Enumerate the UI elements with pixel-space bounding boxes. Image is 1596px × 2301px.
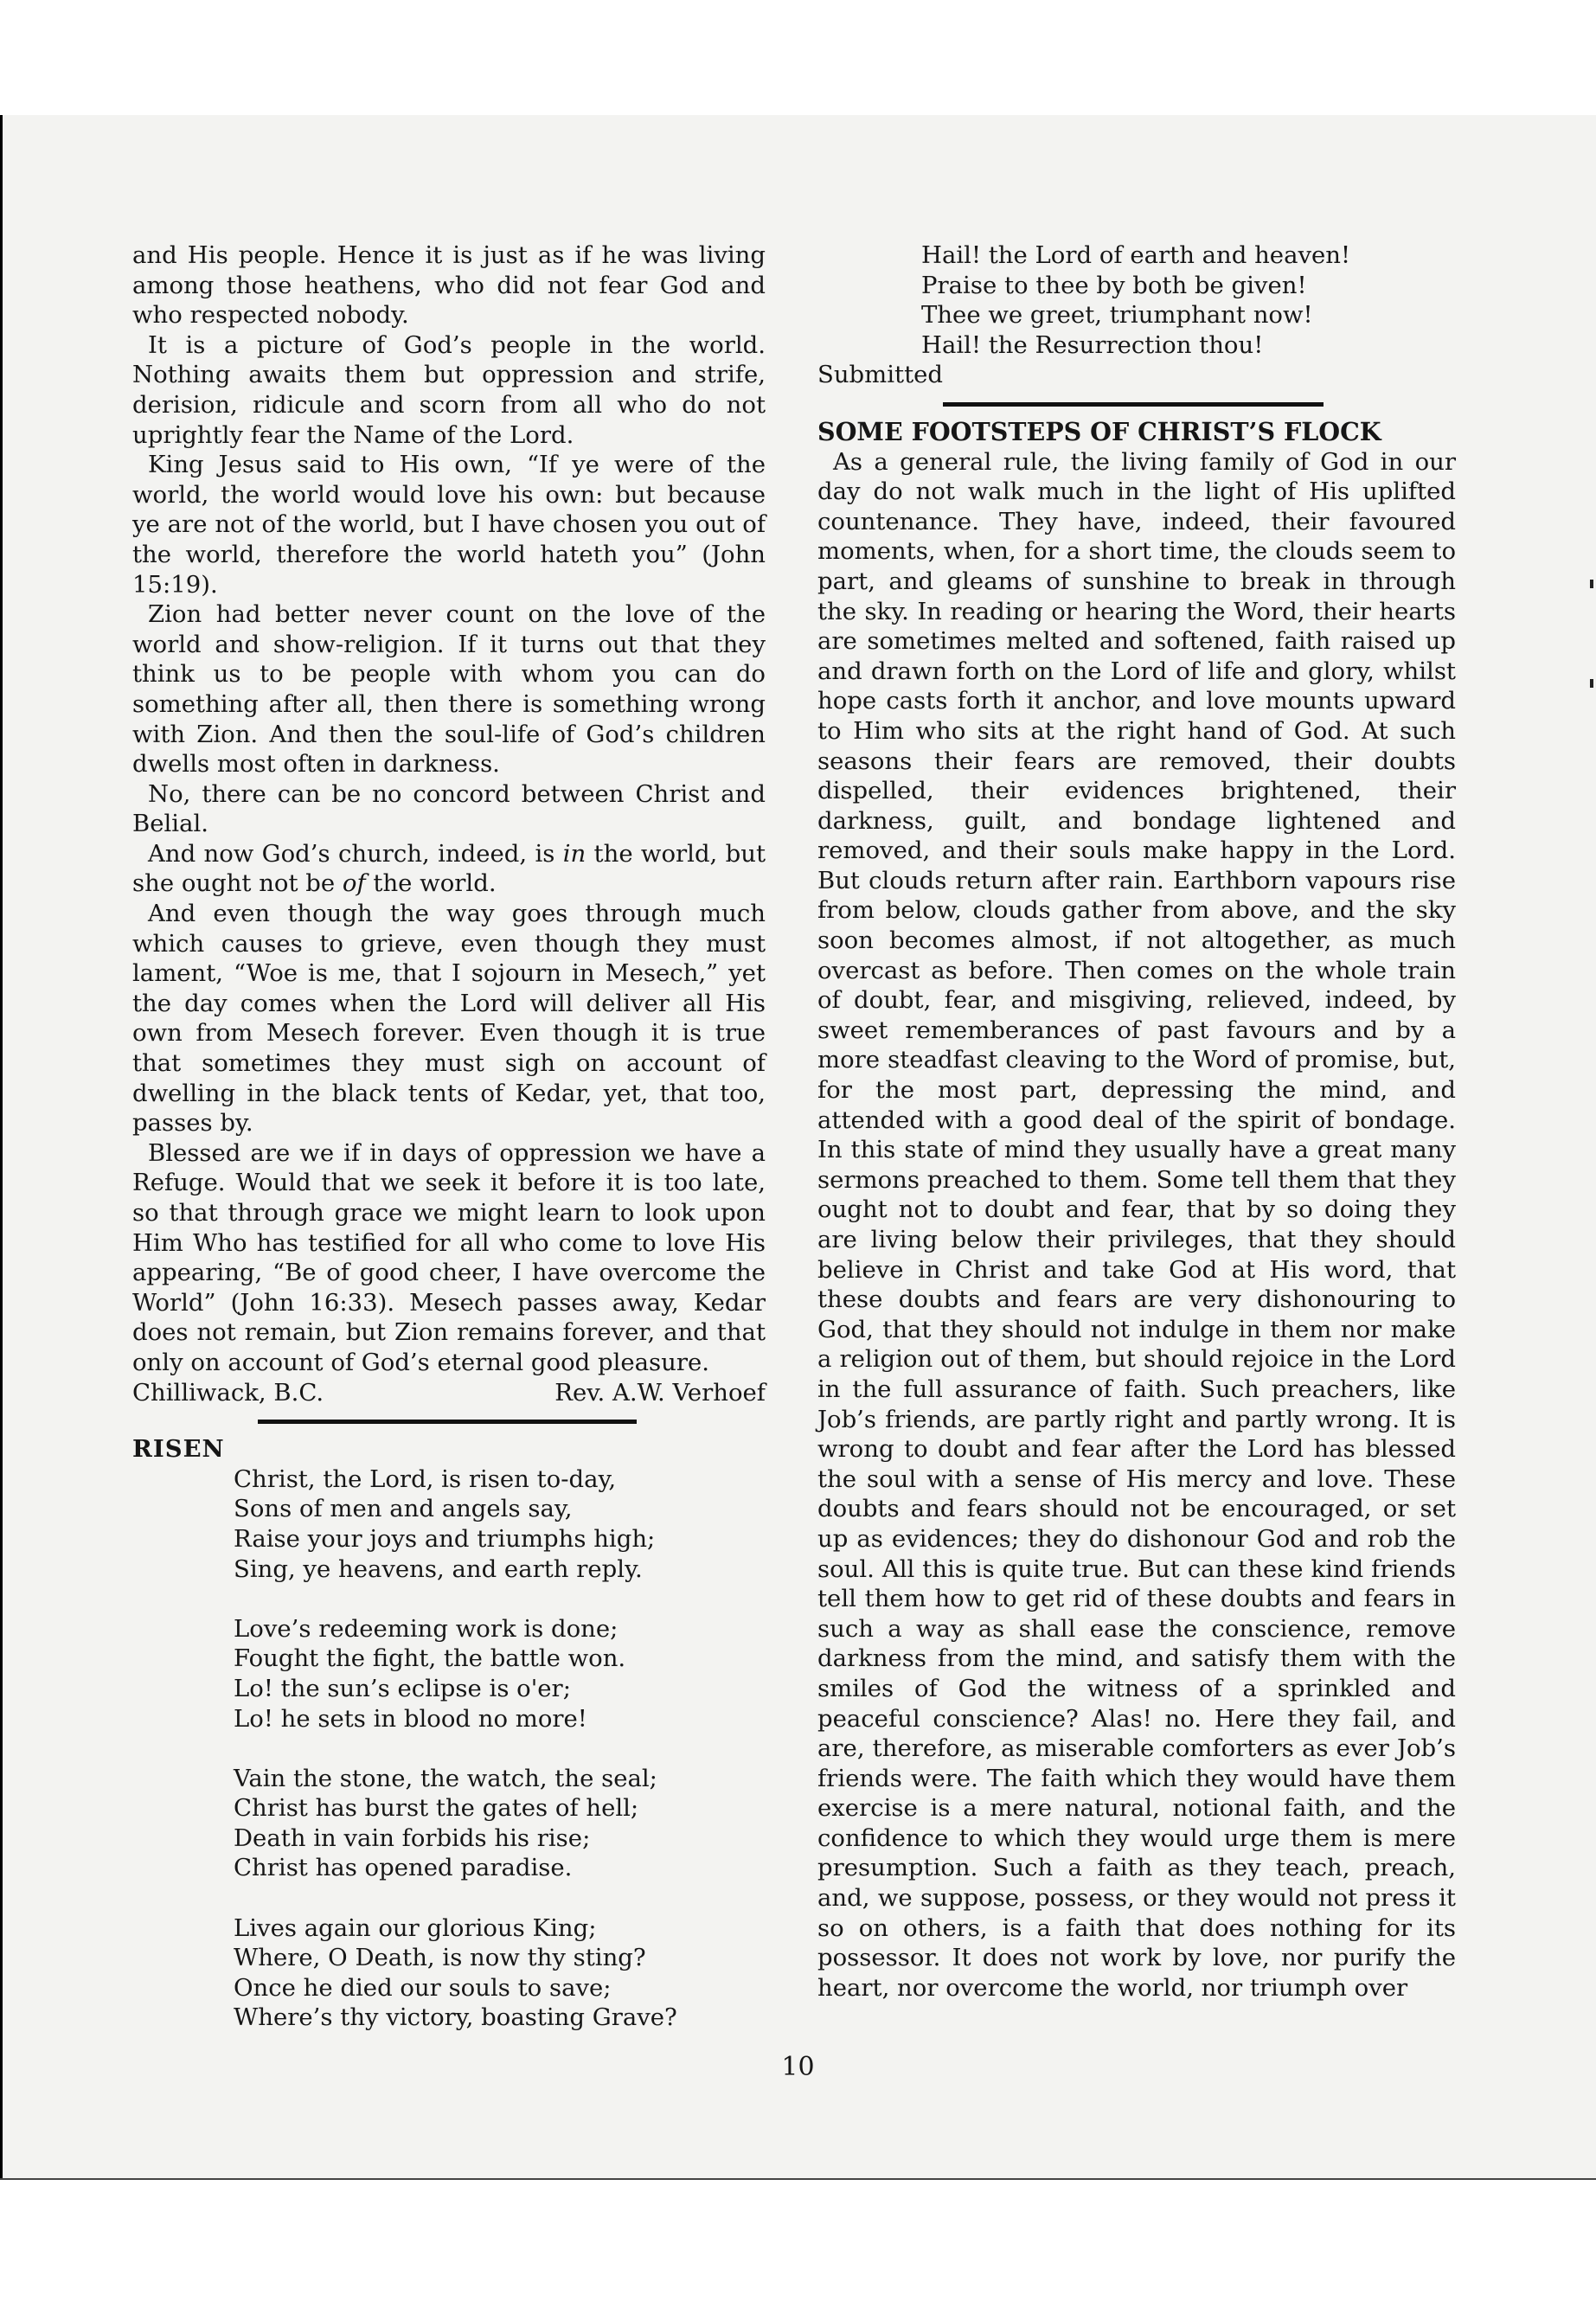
poem-line: Fought the fight, the battle won. [234, 1644, 626, 1673]
scan-top-margin [0, 0, 1596, 115]
article-body: As a general rule, the living family of God in our day do not walk much in the light of His uplifted countenance. They have, indeed, their favoured moments, when, for a short time, the clouds seem to part, and gleams of sunshine to break in through the sky. In reading or hearing the Word, their hearts are sometimes melted and softened, faith raised up and drawn forth on the Lord of life and glory, whilst hope casts forth it anchor, and love mounts upward to Him who sits at the right hand of God. At such seasons their fears are removed, their doubts dispelled, their evidences brightened, their darkness, guilt, and bondage lightened and removed, and their souls make happy in the Lord. But clouds return after rain. Earthborn vapours rise from below, clouds gather from above, and the sky soon becomes almost, if not altogether, as much overcast as before. Then comes on the whole train of doubt, fear, and misgiving, relieved, indeed, by sweet rememberances of past favours and by a more steadfast cleaving to the Word of promise, but, for the most part, depressing the mind, and attended with a good deal of the spirit of bondage. In this state of mind they usually have a great many sermons preached to them. Some tell them that they ought not to doubt and fear, that by so doing they are living below their privileges, that they should believe in Christ and take God at His word, that these doubts and fears are very dishonouring to God, that they should not indulge in them nor make a religion out of them, but should rejoice in the Lord in the full assurance of faith. Such preachers, like Job’s friends, are partly right and partly wrong. It is wrong to doubt and fear after the Lord has blessed the soul with a sense of His mercy and love. These doubts and fears should not be encouraged, or set up as evidences; they do dishonour God and rob the soul. All this is quite true. But can these kind friends tell them how to get rid of these doubts and fears in such a way as shall ease the conscience, remove darkness from the mind, and satisfy them with the smiles of God the witness of a sprinkled and peaceful conscience? Alas! no. Here they fail, and are, therefore, as miserable comforters as ever Job’s friends were. The faith which they would have them exercise is a mere natural, notional faith, and the confidence to which they would urge them is mere presumption. Such a faith as they teach, preach, and, we suppose, possess, or they would not press it so on others, is a faith that does nothing for its possessor. It does not work by love, nor purify the heart, nor overcome the world, nor triumph over [817, 447, 1456, 2002]
signature-place: Chilliwack, B.C. [132, 1378, 324, 1407]
poem-line: Lives again our glorious King; [234, 1913, 597, 1942]
poem-line: Lo! he sets in blood no more! [234, 1704, 587, 1733]
poem-line: Christ has burst the gates of hell; [234, 1794, 639, 1823]
paragraph: King Jesus said to His own, “If ye were of the world, the world would love his own: but because ye are not of the world, but I have chosen you out of the world, therefore the world hateth you” (John 15:19). [132, 451, 766, 599]
poem-line: Once he died our souls to save; [234, 1973, 612, 2002]
paragraph: Zion had better never count on the love of the world and show-religion. If it turns out that they think us to be people with whom you can do something after all, then there is something wrong with Zion. And then the soul-life of God’s children dwells most often in darkness. [132, 600, 766, 779]
emphasis: of [342, 869, 366, 898]
hymn-line: Thee we greet, triumphant now! [921, 301, 1313, 330]
signature-name: Rev. A.W. Verhoef [554, 1378, 766, 1407]
poem-title: RISEN [132, 1435, 225, 1464]
paragraph: Blessed are we if in days of oppression we have a Refuge. Would that we seek it before it is too late, so that through grace we might learn to look upon Him Who has testified for all who come to love His appearing, “Be of good cheer, I have overcome the World” (John 16:33). Mesech passes away, Kedar does not remain, but Zion remains forever, and that only on account of God’s eternal good pleasure. [132, 1138, 766, 1376]
paragraph: and His people. Hence it is just as if he was living among those heathens, who did not fear God and who respected nobody. [132, 241, 766, 330]
paragraph: And even though the way goes through much which causes to grieve, even though they must lament, “Woe is me, that I sojourn in Mesech,” yet the day comes when the Lord will deliver all His own from Mesech forever. Even though it is true that sometimes they must sigh on account of dwelling in the black tents of Kedar, yet, that too, passes by. [132, 900, 766, 1138]
poem-line: Love’s redeeming work is done; [234, 1614, 619, 1643]
poem-line: Christ has opened paradise. [234, 1854, 573, 1882]
poem-line: Sing, ye heavens, and earth reply. [234, 1554, 643, 1583]
poem-line: Where’s thy victory, boasting Grave? [234, 2003, 677, 2032]
poem-stanza [234, 1614, 766, 1734]
poem-line: Death in vain forbids his rise; [234, 1823, 591, 1852]
poem-stanza [234, 1913, 766, 2033]
section-divider [258, 1420, 637, 1424]
poem-line: Sons of men and angels say, [234, 1495, 573, 1523]
scan-mark [1590, 580, 1593, 588]
poem-line: Christ, the Lord, is risen to-day, [234, 1465, 617, 1493]
hymn-line: Hail! the Lord of earth and heaven! [921, 241, 1351, 269]
page-number: 10 [781, 2052, 815, 2082]
poem [234, 1465, 766, 2033]
poem-line: Lo! the sun’s eclipse is o'er; [234, 1674, 571, 1702]
paragraph: It is a picture of God’s people in the world. Nothing awaits them but oppression and strife, derision, ridicule and scorn from all who do not uprightly fear the Name of the Lord. [132, 330, 766, 449]
scan-left-edge [0, 115, 3, 2178]
emphasis: in [562, 839, 586, 868]
paragraph-in-the-world [132, 839, 766, 899]
text: the world. [365, 869, 497, 898]
paragraph: No, there can be no concord between Christ and Belial. [132, 779, 766, 838]
poem-line: Where, O Death, is now thy sting? [234, 1944, 646, 1972]
section-divider [943, 402, 1324, 407]
hymn-ending [921, 240, 1456, 360]
article-title: SOME FOOTSTEPS OF CHRIST’S FLOCK [817, 416, 1381, 446]
poem-line: Raise your joys and triumphs high; [234, 1524, 656, 1553]
right-column [817, 240, 1456, 2003]
text: And now God’s church, indeed, is [148, 839, 563, 868]
poem-line: Vain the stone, the watch, the seal; [234, 1764, 657, 1792]
signature-line [132, 1378, 766, 1408]
hymn-line: Praise to thee by both be given! [921, 271, 1307, 299]
left-column [132, 240, 766, 2063]
poem-stanza [234, 1465, 766, 1584]
scan-mark [1590, 679, 1593, 688]
submitted-credit: Submitted [817, 361, 944, 389]
text: the world, but she ought not be [132, 839, 766, 898]
hymn-line: Hail! the Resurrection thou! [921, 330, 1264, 359]
scan-bottom-margin [0, 2180, 1596, 2301]
poem-stanza [234, 1764, 766, 1883]
